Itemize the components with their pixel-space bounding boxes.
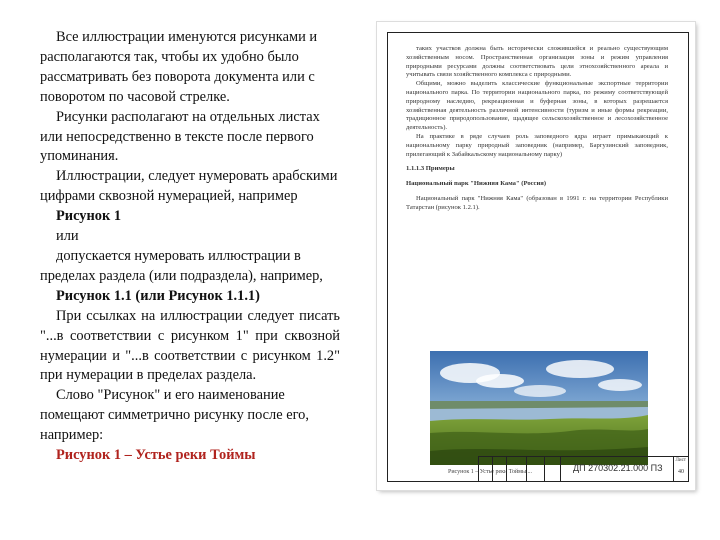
page-heading: 1.1.1.3 Примеры — [406, 165, 455, 173]
sheet-label: Лист — [675, 458, 686, 463]
paragraph: При ссылках на иллюстрации следует писать "...в соответствии с рисунком 1" при сквозной нумерации и "...в соответствии с рисунком 1.2" при нумерации в пределах раздела. — [40, 307, 340, 384]
landscape-photo — [430, 351, 648, 465]
paragraph: Слово "Рисунок" и его наименование помещают симметрично рисунку после его, например: — [40, 387, 309, 444]
paragraph: Иллюстрации, следует нумеровать арабскими цифрами сквозной нумерацией, например — [40, 168, 338, 205]
page-paragraph: таких участков должна быть исторически сложившейся и реально существующим хозяйственным носом. Пространственная организация зоны и режим управления природными ресурсами должны соответствовать цели этнохозяйственного ареала и учитывать связи хозяйственного комплекса с природными. — [406, 45, 668, 79]
figure-caption: Рисунок 1 – Устье реки Тоймы ... — [448, 469, 533, 475]
page-body — [406, 45, 668, 213]
river-landscape-image — [430, 351, 648, 465]
example-figure-label: Рисунок 1 — [56, 208, 122, 225]
page-paragraph: Общими, можно выделить классические функциональные экспортные территории национального парка. По территории национального парка, по режиму соответствующей природному наследию, рекреационная и буферная зоны, в которых разрешается хозяйственная деятельность различной интенсивности (туризм и иные формы рекреации, традиционное природопользование, щадящее сельскохозяйственное и лесохозяйственное деятельность). — [406, 80, 668, 132]
paragraph: Рисунки располагают на отдельных листах или непосредственно в тексте после первого упоминания. — [40, 108, 320, 165]
page-number: 40 — [678, 469, 684, 475]
example-figure-label: Рисунок 1.1 (или Рисунок 1.1.1) — [56, 287, 260, 304]
title-block — [478, 456, 688, 481]
page-subheading: Национальный парк "Нижняя Кама" (Россия) — [406, 180, 547, 188]
page-paragraph: Национальный парк "Нижняя Кама" (образован в 1991 г. на территории Республики Татарстан (рисунок 1.2.1). — [406, 194, 668, 211]
instruction-text — [40, 28, 340, 466]
page-frame — [387, 32, 689, 482]
sample-document-page — [377, 22, 695, 490]
document-code: ДП 270302.21.000 ПЗ — [573, 463, 663, 473]
paragraph: или — [56, 228, 79, 245]
paragraph: Все иллюстрации именуются рисунками и располагаются так, чтобы их удобно было рассматривать без поворота документа или с поворотом по часовой стрелке. — [40, 29, 318, 105]
example-caption: Рисунок 1 – Устье реки Тоймы — [56, 447, 256, 464]
paragraph: допускается нумеровать иллюстрации в пределах раздела (или подраздела), например, — [40, 247, 323, 284]
page-paragraph: На практике в ряде случаев роль заповедного ядра играет примыкающий к национальному парку природный заповедник (например, Баргузинский заповедник, прилегающий к Забайкальскому национальному парку) — [406, 132, 668, 158]
